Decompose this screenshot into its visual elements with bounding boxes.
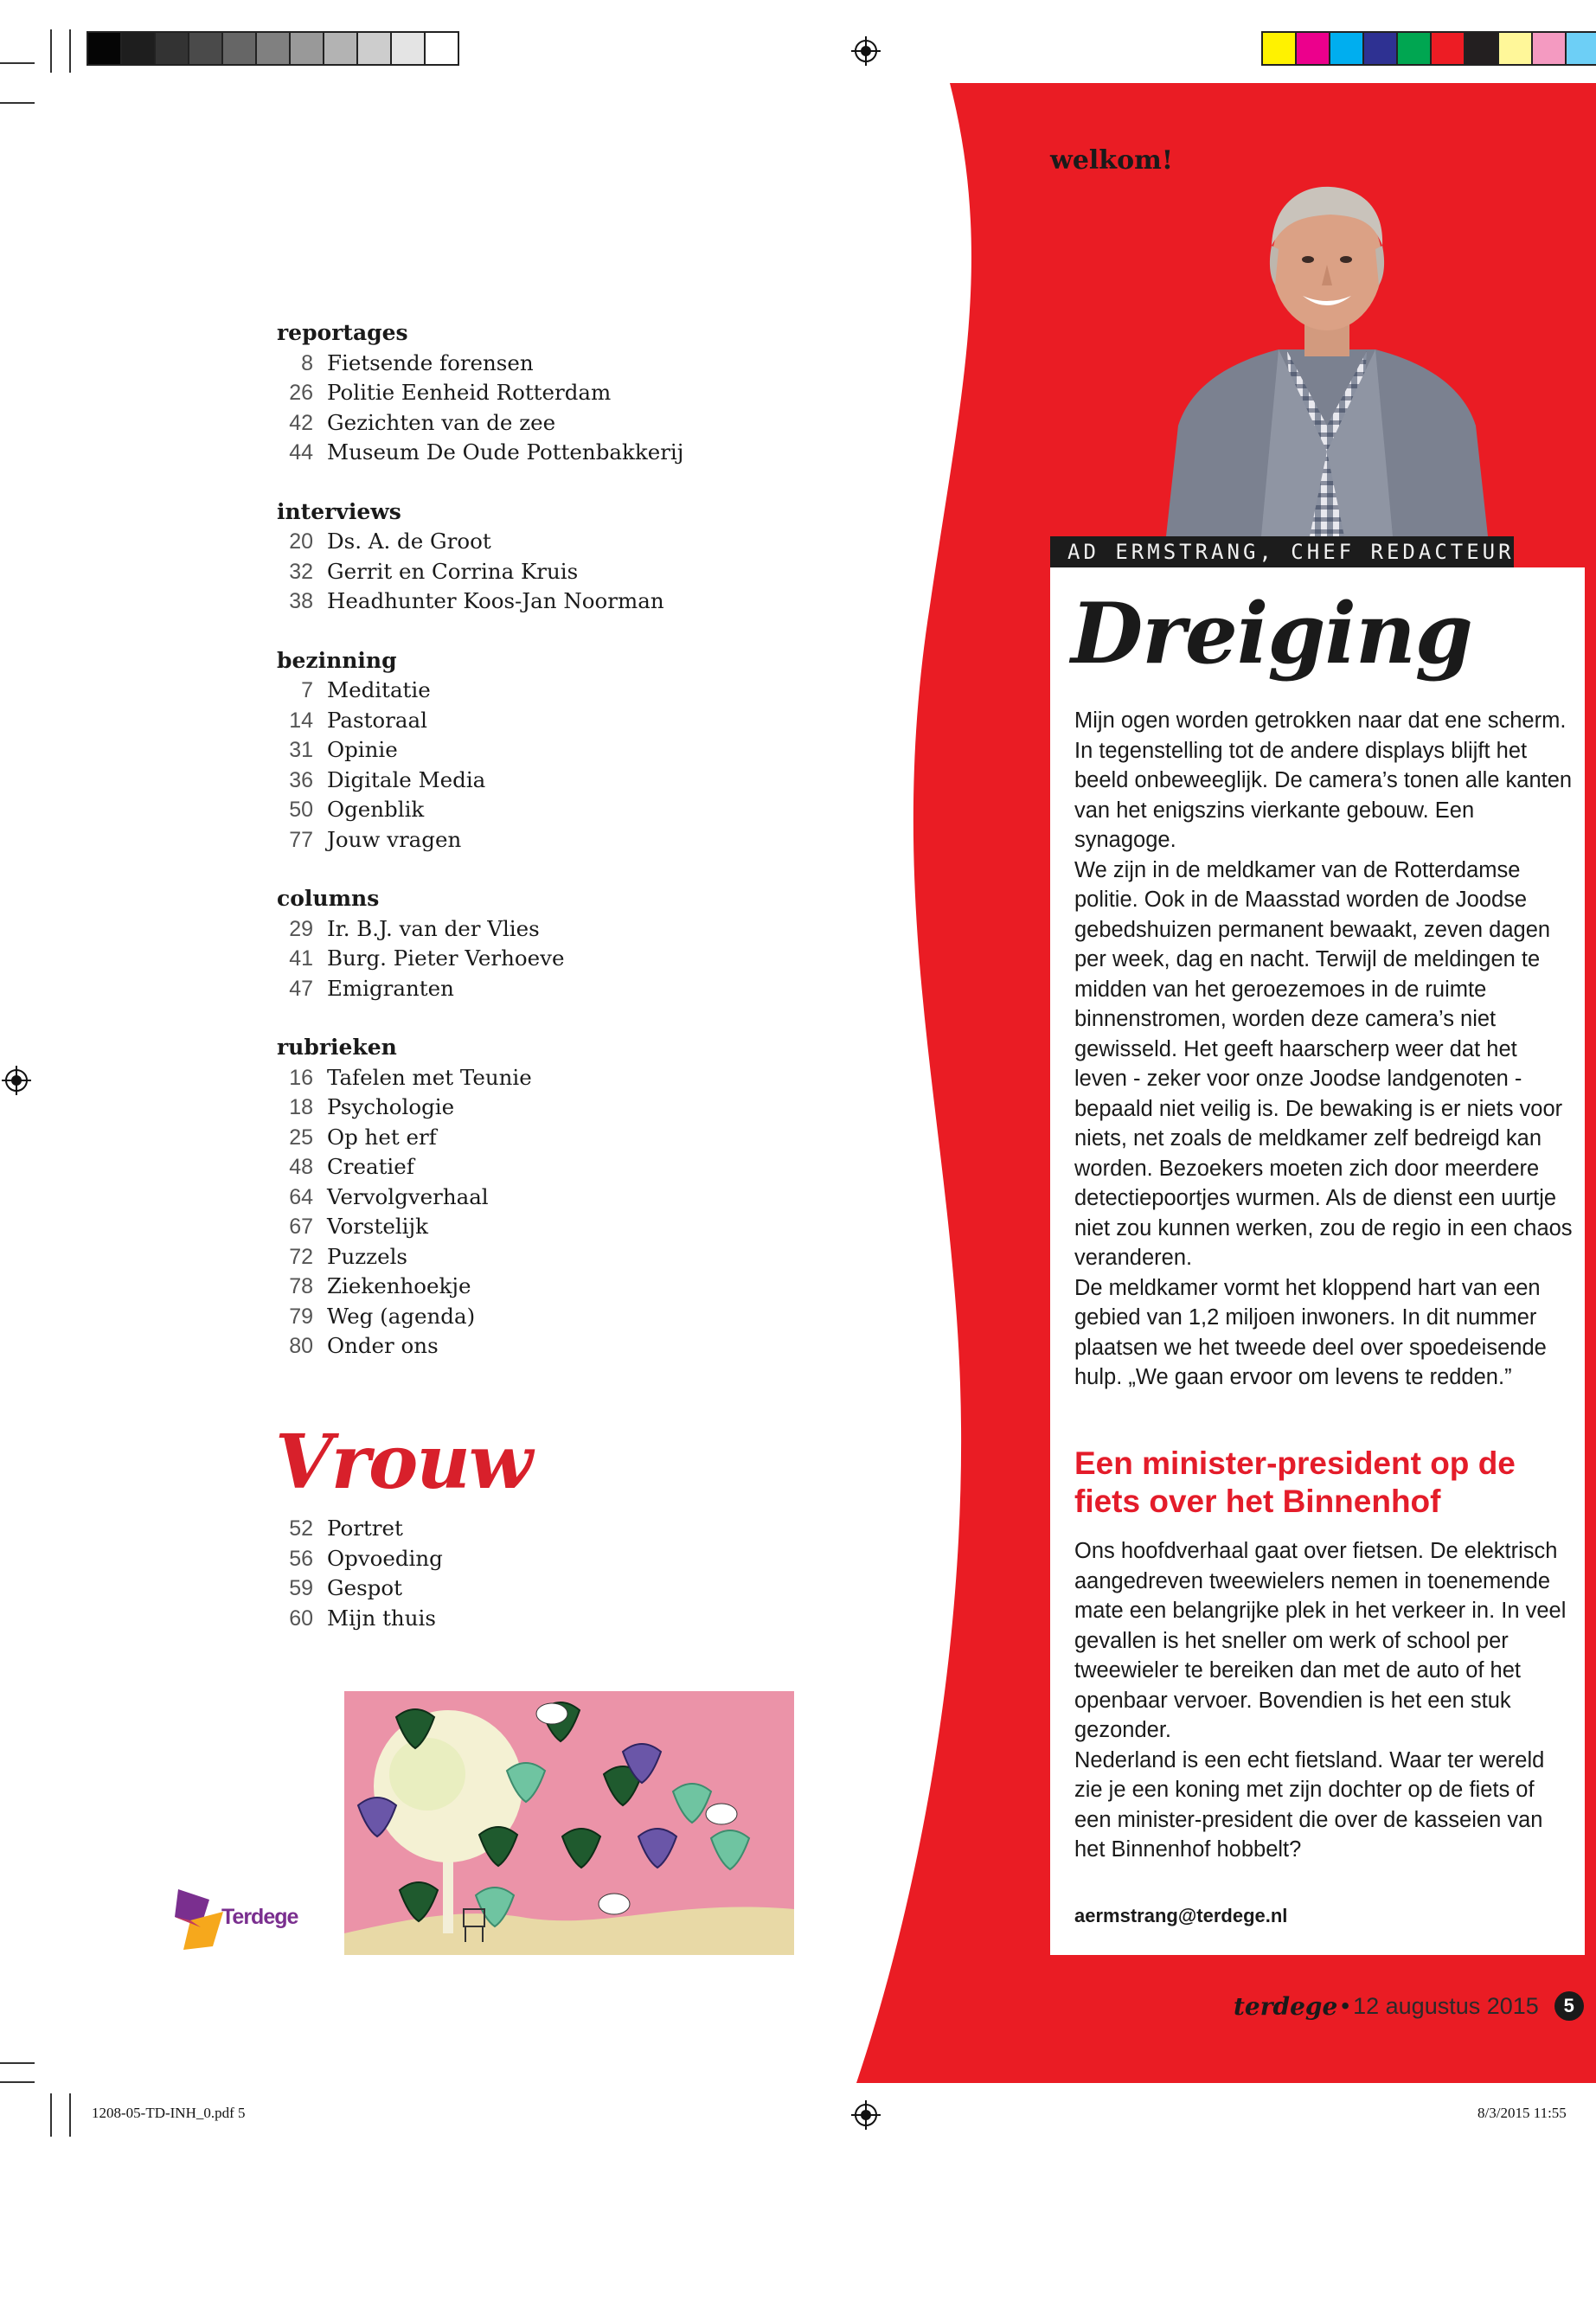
toc-page-number: 59	[289, 1576, 313, 1600]
toc-entry[interactable]	[277, 735, 796, 766]
toc-entry[interactable]	[277, 557, 796, 587]
paragraph: We zijn in de meldkamer van de Rotterdamse politie. Ook in de Maasstad worden de Joodse gebedshuizen permanent bewaakt, zeven dagen per week, dag en nacht. Terwijl de meldingen te midden van het geroezemoes in de ruimte binnenstromen, worden deze camera’s niet gewisseld. Het geeft haarscherp weer dat het leven - zeker voor onze Joodse landgenoten - bepaald niet veilig is. De bewaking is er niets voor niets, net zoals de meldkamer zelf bedreigd kan worden. Bezoekers moeten zich door meerdere detectiepoortjes wurmen. Als de dienst een uurtje niet zou kunnen werken, zou de regio in een chaos veranderen.	[1074, 857, 1573, 1270]
editorial-title: Dreiging	[1071, 585, 1472, 683]
toc-title: Gezichten van de zee	[327, 409, 556, 435]
terdege-logo-icon	[173, 1886, 225, 1955]
paragraph: Ons hoofdverhaal gaat over fietsen. De elektrisch aangedreven tweewielers nemen in toenemende mate een belangrijke plek in het verkeer in. In veel gevallen is het sneller om werk of school per tweewieler te bereiken dan met de auto of het openbaar vervoer. Bovendien is het een stuk gezonder.	[1074, 1539, 1567, 1742]
toc-page-number: 77	[289, 827, 313, 852]
toc-page-number: 47	[289, 976, 313, 1001]
toc-title: Opinie	[327, 737, 398, 762]
toc-page-number: 25	[289, 1125, 313, 1150]
toc-entry[interactable]	[277, 1152, 796, 1183]
toc-entry[interactable]	[277, 527, 796, 557]
toc-page-number: 44	[289, 440, 313, 465]
editorial-card	[1050, 567, 1585, 1955]
toc-page-number: 8	[301, 350, 313, 375]
toc-page-number: 79	[289, 1304, 313, 1329]
toc-page-number: 36	[289, 767, 313, 792]
paragraph: De meldkamer vormt het kloppend hart van een gebied van 1,2 miljoen inwoners. In dit nummer plaatsen we het tweede deel over spoedeisende hulp. „We gaan ervoor om levens te redden.”	[1074, 1275, 1547, 1389]
toc-title: Pastoraal	[327, 707, 427, 733]
toc-entry[interactable]	[277, 1514, 443, 1544]
toc-heading: interviews	[277, 498, 401, 524]
toc-title: Puzzels	[327, 1243, 407, 1269]
toc-page-number: 78	[289, 1274, 313, 1298]
toc-page-number: 18	[289, 1095, 313, 1119]
toc-entry[interactable]	[277, 378, 796, 408]
timestamp-slug: 8/3/2015 11:55	[1477, 2105, 1567, 2121]
toc-entry[interactable]	[277, 974, 796, 1004]
table-of-contents	[277, 318, 796, 1391]
toc-title: Headhunter Koos-Jan Noorman	[327, 588, 664, 613]
toc-page-number: 48	[289, 1155, 313, 1179]
toc-entry[interactable]	[277, 676, 796, 706]
toc-entry[interactable]	[277, 1302, 796, 1332]
toc-entry[interactable]	[277, 1272, 796, 1302]
issue-date: 12 augustus 2015	[1353, 1992, 1539, 2019]
toc-title: Ziekenhoekje	[327, 1273, 471, 1298]
vrouw-toc	[277, 1514, 443, 1633]
page-number-badge: 5	[1554, 1991, 1584, 2021]
toc-section-interviews	[277, 497, 796, 617]
toc-entry[interactable]	[277, 438, 796, 468]
editor-portrait	[1157, 166, 1497, 536]
toc-page-number: 52	[289, 1516, 313, 1541]
footer-brand: terdege	[1234, 1991, 1338, 2021]
toc-title: Ds. A. de Groot	[327, 529, 491, 554]
toc-title: Museum De Oude Pottenbakkerij	[327, 439, 684, 465]
section-kicker: welkom!	[1050, 145, 1174, 176]
toc-entry[interactable]	[277, 1604, 443, 1634]
paragraph: Mijn ogen worden getrokken naar dat ene scherm. In tegenstelling tot de andere displays blijft het beeld onbeweeglijk. De camera’s tonen alle kanten van het enigszins vierkante gebouw. Een synagoge.	[1074, 708, 1573, 852]
toc-heading: bezinning	[277, 647, 397, 673]
toc-page-number: 42	[289, 410, 313, 435]
toc-page-number: 56	[289, 1546, 313, 1571]
toc-page-number: 64	[289, 1184, 313, 1209]
paragraph: Nederland is een echt fietsland. Waar ter wereld zie je een koning met zijn dochter op de fiets of een minister-president die over de kasseien van het Binnenhof hobbelt?	[1074, 1747, 1545, 1862]
toc-title: Creatief	[327, 1154, 414, 1179]
editorial-body-2	[1074, 1536, 1573, 1865]
toc-entry[interactable]	[277, 1574, 443, 1604]
toc-page-number: 72	[289, 1244, 313, 1269]
footer-bullet: •	[1341, 1992, 1350, 2019]
toc-heading: reportages	[277, 320, 408, 345]
toc-entry[interactable]	[277, 1331, 796, 1362]
toc-title: Gespot	[327, 1575, 402, 1600]
toc-entry[interactable]	[277, 408, 796, 439]
editorial-subhead: Een minister-president op de fiets over het Binnenhof	[1074, 1445, 1516, 1519]
author-caption: AD ERMSTRANG, CHEF REDACTEUR	[1050, 536, 1514, 567]
toc-page-number: 7	[301, 678, 313, 702]
terdege-logo	[173, 1886, 311, 1955]
toc-section-columns	[277, 884, 796, 1003]
toc-title: Psychologie	[327, 1094, 455, 1119]
toc-page-number: 80	[289, 1334, 313, 1358]
toc-page-number: 29	[289, 916, 313, 941]
toc-page-number: 14	[289, 708, 313, 733]
toc-page-number: 16	[289, 1065, 313, 1090]
editorial-body	[1074, 706, 1573, 1393]
toc-entry[interactable]	[277, 706, 796, 736]
toc-title: Emigranten	[327, 975, 454, 1001]
toc-title: Ir. B.J. van der Vlies	[327, 915, 540, 941]
toc-entry[interactable]	[277, 1544, 443, 1574]
toc-title: Mijn thuis	[327, 1605, 436, 1631]
toc-page-number: 60	[289, 1606, 313, 1631]
toc-entry[interactable]	[277, 914, 796, 945]
toc-title: Weg (agenda)	[327, 1303, 476, 1329]
file-slug: 1208-05-TD-INH_0.pdf 5	[92, 2105, 246, 2121]
toc-entry[interactable]	[277, 944, 796, 974]
toc-page-number: 32	[289, 559, 313, 584]
toc-page-number: 31	[289, 738, 313, 762]
toc-section-reportages	[277, 318, 796, 468]
toc-title: Tafelen met Teunie	[327, 1064, 532, 1090]
toc-section-rubrieken	[277, 1033, 796, 1362]
leaves-illustration	[344, 1691, 794, 1955]
toc-title: Fietsende forensen	[327, 349, 534, 375]
toc-page-number: 20	[289, 529, 313, 554]
toc-page-number: 50	[289, 798, 313, 822]
toc-entry[interactable]	[277, 766, 796, 796]
toc-section-bezinning	[277, 646, 796, 856]
toc-entry[interactable]	[277, 795, 796, 825]
toc-title: Portret	[327, 1516, 403, 1541]
toc-title: Ogenblik	[327, 797, 425, 822]
author-email-link[interactable]: aermstrang@terdege.nl	[1074, 1905, 1288, 1926]
page-footer	[1234, 1991, 1584, 2021]
toc-entry[interactable]	[277, 1123, 796, 1153]
toc-title: Politie Eenheid Rotterdam	[327, 380, 612, 405]
toc-title: Jouw vragen	[327, 826, 462, 852]
toc-title: Vervolgverhaal	[327, 1183, 489, 1209]
toc-entry[interactable]	[277, 825, 796, 856]
toc-entry[interactable]	[277, 1093, 796, 1123]
toc-title: Vorstelijk	[327, 1214, 428, 1239]
toc-title: Meditatie	[327, 677, 431, 702]
toc-heading: columns	[277, 886, 380, 911]
toc-title: Op het erf	[327, 1124, 437, 1150]
toc-entry[interactable]	[277, 1212, 796, 1242]
toc-title: Burg. Pieter Verhoeve	[327, 945, 565, 971]
toc-page-number: 38	[289, 589, 313, 613]
toc-entry[interactable]	[277, 349, 796, 379]
toc-page-number: 41	[289, 946, 313, 971]
toc-heading: rubrieken	[277, 1035, 397, 1060]
vrouw-section-logo: Vrouw	[275, 1419, 531, 1506]
toc-entry[interactable]	[277, 1242, 796, 1272]
toc-entry[interactable]	[277, 586, 796, 617]
terdege-logo-text: Terdege	[221, 1905, 298, 1929]
toc-title: Gerrit en Corrina Kruis	[327, 558, 579, 584]
toc-page-number: 26	[289, 381, 313, 405]
toc-title: Opvoeding	[327, 1545, 443, 1571]
toc-title: Digitale Media	[327, 766, 486, 792]
toc-page-number: 67	[289, 1215, 313, 1239]
toc-title: Onder ons	[327, 1333, 439, 1358]
toc-entry[interactable]	[277, 1063, 796, 1093]
toc-entry[interactable]	[277, 1183, 796, 1213]
